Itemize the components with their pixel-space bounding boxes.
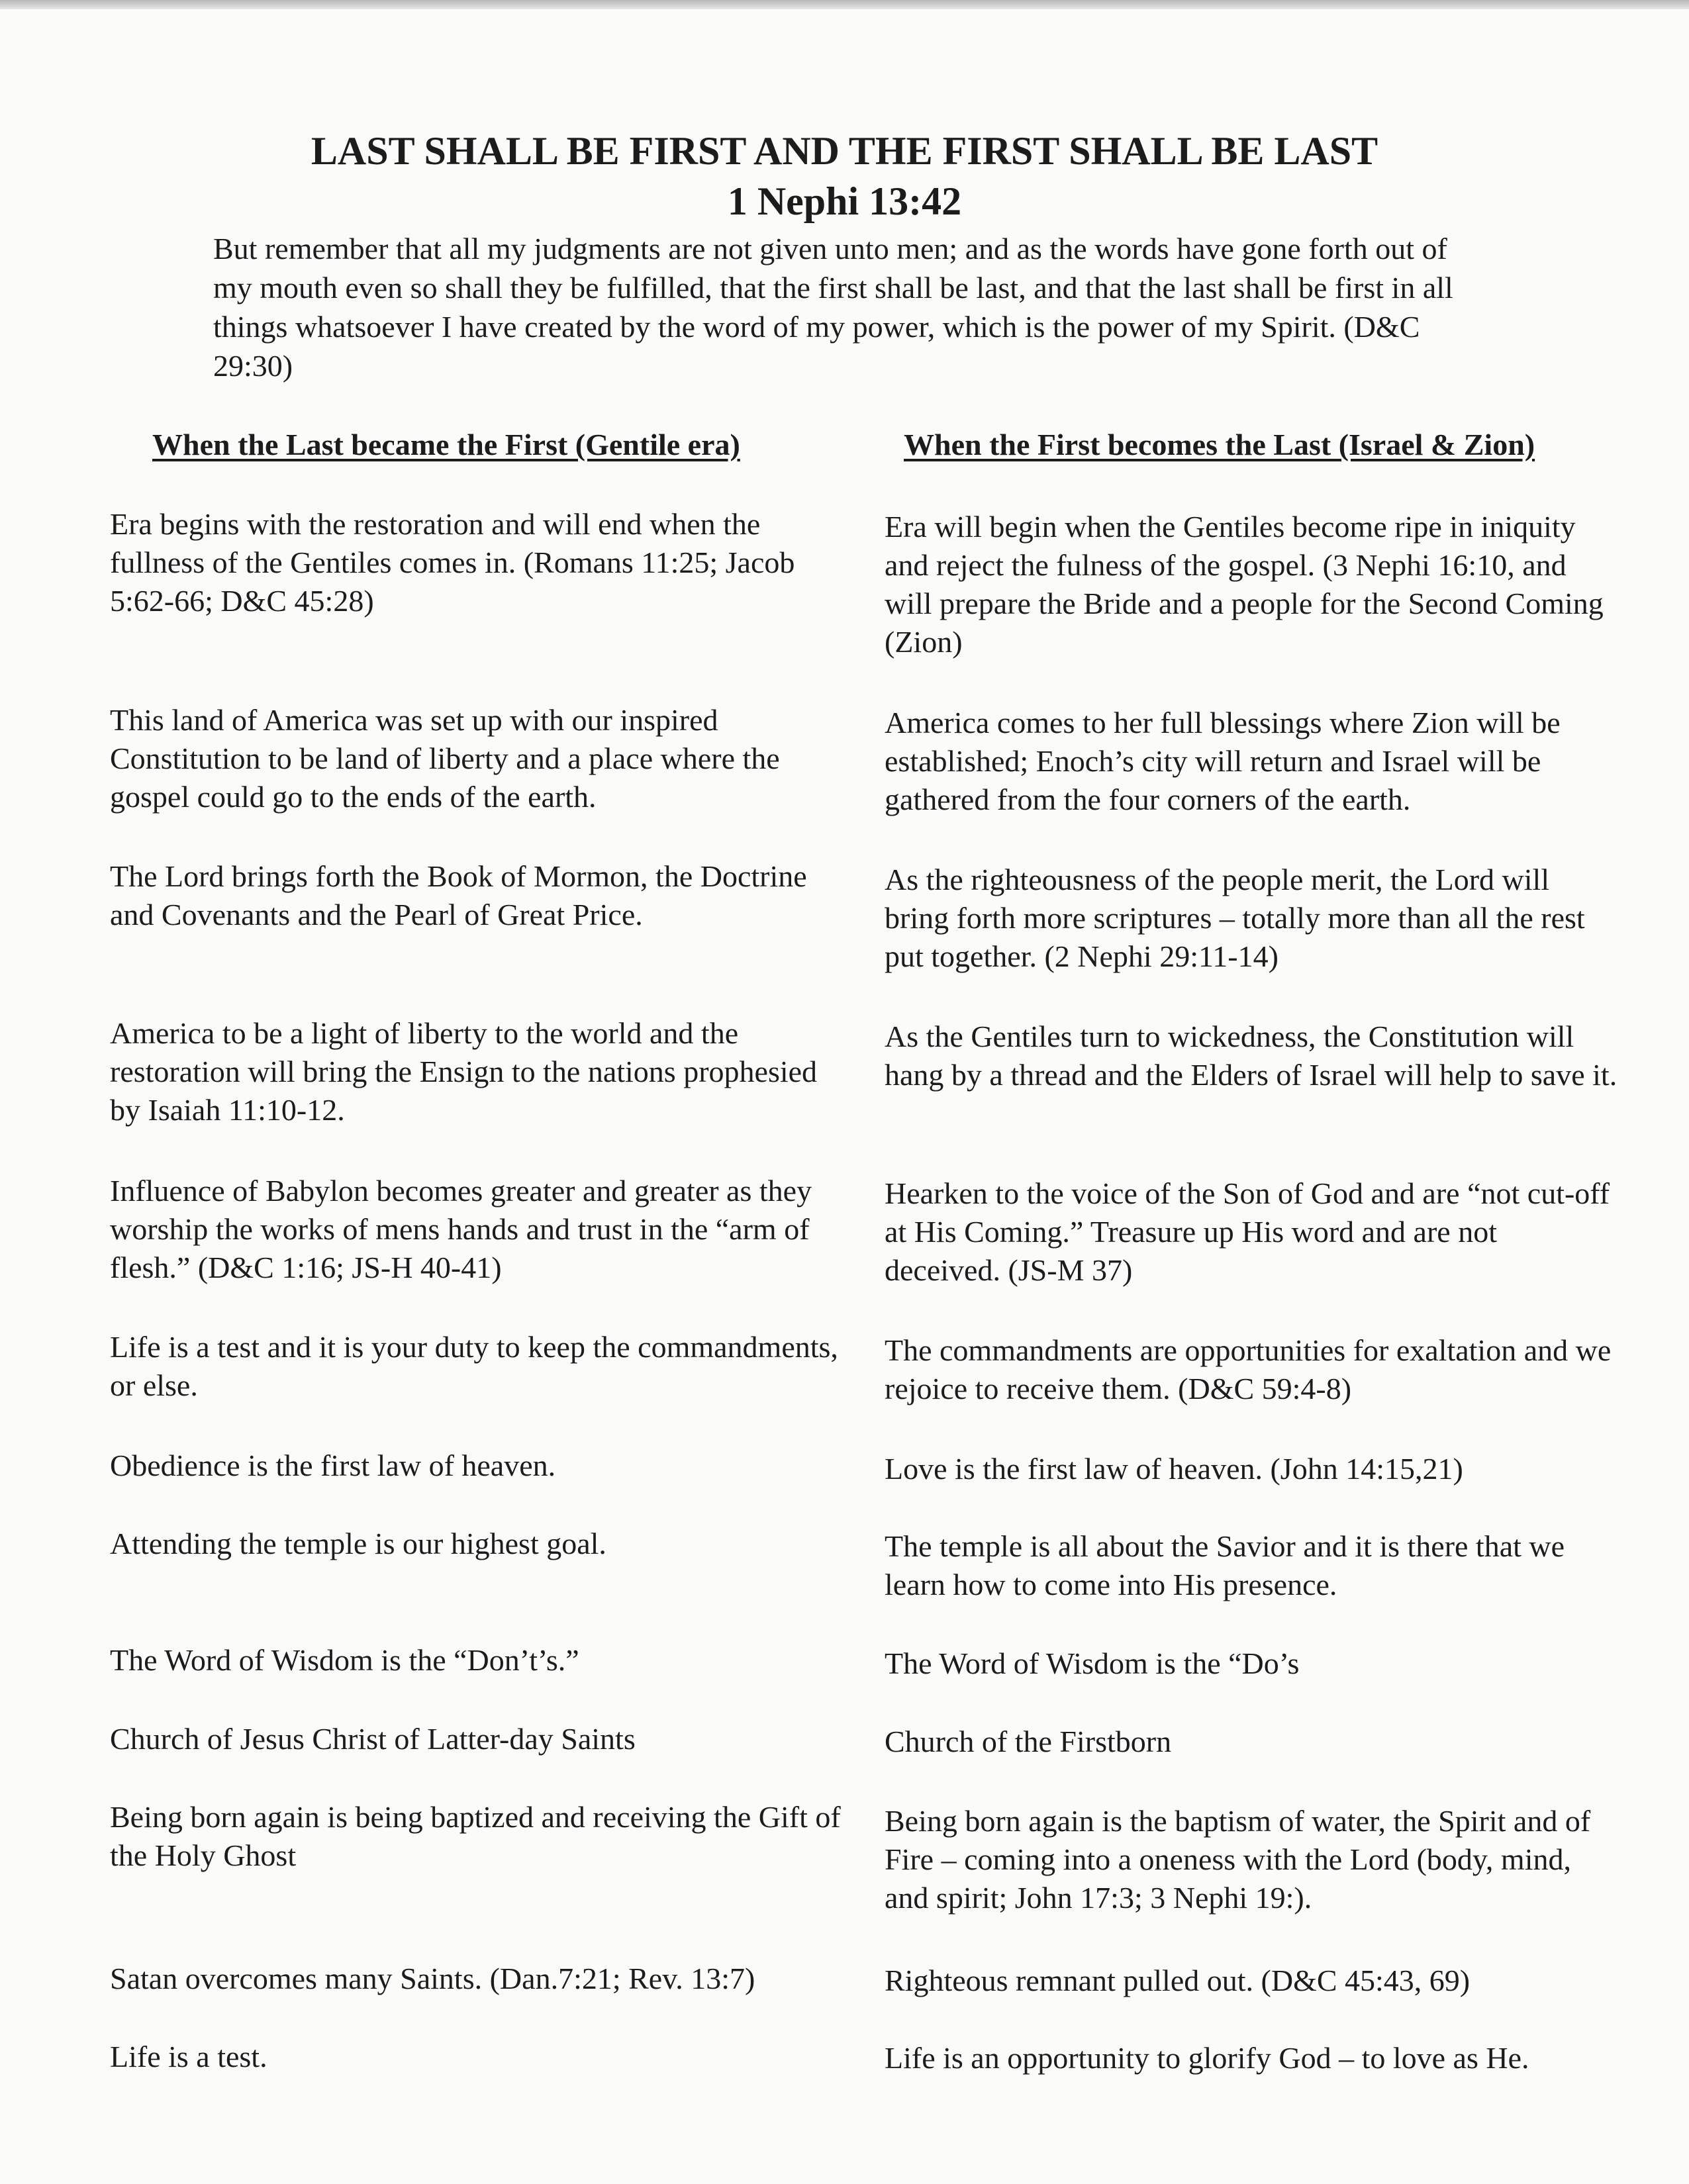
left-cell-temple: Attending the temple is our highest goal. bbox=[110, 1527, 606, 1560]
scan-edge bbox=[0, 0, 1689, 9]
document-title: LAST SHALL BE FIRST AND THE FIRST SHALL BE LAST bbox=[311, 129, 1378, 173]
left-cell-word-of-wisdom: The Word of Wisdom is the “Don’t’s.” bbox=[110, 1643, 579, 1677]
right-cell-born-again: Being born again is the baptism of water, the Spirit and of Fire – coming into a oneness with the Lord (body, mind, and spirit; John 17:3; 3 Nephi 19:). bbox=[885, 1804, 1591, 1915]
right-cell-temple: The temple is all about the Savior and it is there that we learn how to come into His presence. bbox=[885, 1529, 1565, 1601]
right-cell-church: Church of the Firstborn bbox=[885, 1725, 1172, 1758]
scripture-quote: But remember that all my judgments are not given unto men; and as the words have gone forth out of my mouth even so shall they be fulfilled, that the first shall be last, and that the last shall be first in all things whatsoever I have created by the word of my power, which is the power of my Spirit. (D&C 29:30) bbox=[213, 232, 1453, 383]
right-cell-word-of-wisdom: The Word of Wisdom is the “Do’s bbox=[885, 1646, 1300, 1680]
right-cell-life: Life is an opportunity to glorify God – to love as He. bbox=[885, 2041, 1529, 2075]
left-cell-era-begins: Era begins with the restoration and will end when the fullness of the Gentiles comes in. (Romans 11:25; Jacob 5:62-66; D&C 45:28) bbox=[110, 507, 795, 618]
right-cell-commandments: The commandments are opportunities for exaltation and we rejoice to receive them. (D&C 59:4-8) bbox=[885, 1333, 1612, 1405]
left-cell-born-again: Being born again is being baptized and receiving the Gift of the Holy Ghost bbox=[110, 1800, 841, 1872]
right-column-heading: When the First becomes the Last (Israel & Zion) bbox=[904, 428, 1535, 461]
left-cell-scriptures: The Lord brings forth the Book of Mormon, the Doctrine and Covenants and the Pearl of Great Price. bbox=[110, 859, 807, 931]
right-cell-light-of-liberty: As the Gentiles turn to wickedness, the Constitution will hang by a thread and the Elders of Israel will help to save it. bbox=[885, 1020, 1617, 1092]
right-cell-era-begins: Era will begin when the Gentiles become ripe in iniquity and reject the fulness of the gospel. (3 Nephi 16:10, and will prepare the Bride and a people for the Second Coming (Zion) bbox=[885, 510, 1604, 659]
scripture-reference: 1 Nephi 13:42 bbox=[727, 179, 962, 223]
left-cell-babylon: Influence of Babylon becomes greater and greater as they worship the works of mens hands and trust in the “arm of flesh.” (D&C 1:16; JS-H 40-41) bbox=[110, 1174, 812, 1284]
left-cell-america-land: This land of America was set up with our inspired Constitution to be land of liberty and a place where the gospel could go to the ends of the earth. bbox=[110, 703, 780, 814]
right-cell-remnant: Righteous remnant pulled out. (D&C 45:43, 69) bbox=[885, 1964, 1471, 1997]
left-cell-life: Life is a test. bbox=[110, 2040, 267, 2073]
right-cell-babylon: Hearken to the voice of the Son of God and are “not cut-off at His Coming.” Treasure up His word and are not deceived. (JS-M 37) bbox=[885, 1176, 1610, 1287]
left-cell-first-law: Obedience is the first law of heaven. bbox=[110, 1448, 556, 1482]
left-cell-commandments: Life is a test and it is your duty to keep the commandments, or else. bbox=[110, 1330, 838, 1402]
left-column-heading: When the Last became the First (Gentile era) bbox=[152, 428, 740, 461]
left-cell-light-of-liberty: America to be a light of liberty to the world and the restoration will bring the Ensign to the nations prophesied by Isaiah 11:10-12. bbox=[110, 1016, 818, 1127]
left-cell-satan: Satan overcomes many Saints. (Dan.7:21; Rev. 13:7) bbox=[110, 1962, 755, 1995]
right-cell-scriptures: As the righteousness of the people merit, the Lord will bring forth more scriptures – totally more than all the rest put together. (2 Nephi 29:11-14) bbox=[885, 863, 1585, 973]
right-cell-first-law: Love is the first law of heaven. (John 14:15,21) bbox=[885, 1452, 1463, 1486]
left-cell-church: Church of Jesus Christ of Latter-day Saints bbox=[110, 1722, 636, 1756]
right-cell-america-land: America comes to her full blessings where Zion will be established; Enoch’s city will return and Israel will be gathered from the four corners of the earth. bbox=[885, 706, 1561, 816]
